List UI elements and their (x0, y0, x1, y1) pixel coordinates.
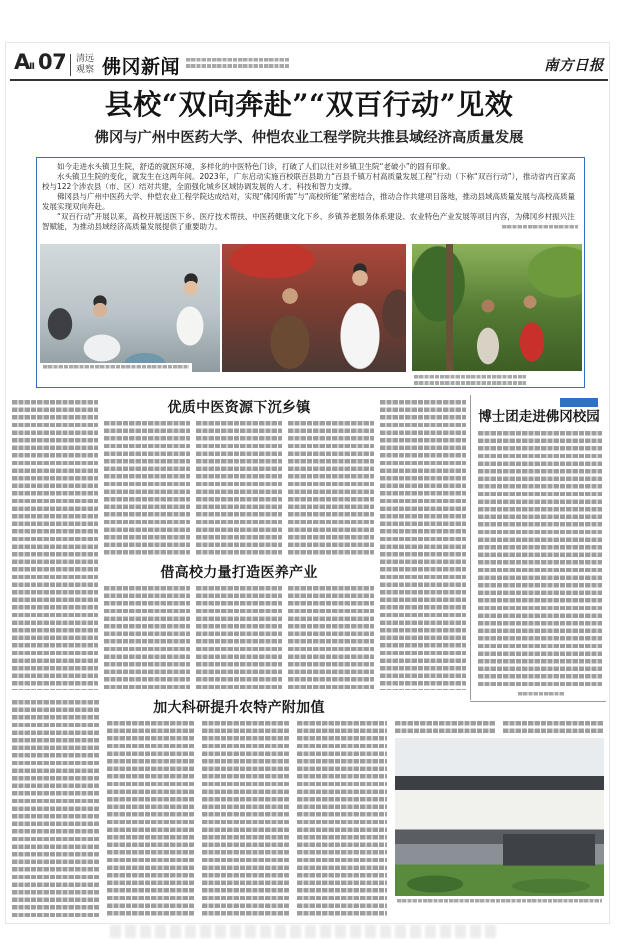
intro-paragraph: 如今走进水头镇卫生院，舒适的就医环境、多样化的中医特色门诊，打破了人们以往对乡镇卫生院“老破小”的固有印象。 (57, 162, 455, 171)
headline: 县校“双向奔赴”“双百行动”见效 (104, 88, 514, 121)
intro-paragraph: 佛冈县与广州中医药大学、仲恺农业工程学院达成结对，实现“佛冈所需”与“高校所能”紧密结合，推动合作共建项目落地，推动县域高质量发展与高校高质量发展实现双向奔赴。 (42, 192, 576, 211)
photo-caption (414, 375, 526, 386)
page-editor-credit (518, 692, 564, 697)
body-text-column (196, 586, 282, 690)
intro-paragraph: 水头镇卫生院的变化，就发生在这两年间。2023年，广东启动实施百校联百县助力“百县千镇万村高质量发展工程”行动（下称“双百行动”），推动省内百家高校与122个涉农县（市、区）结对共建，全面强化城乡区域协调发展的人才、科技和智力支撑。 (42, 172, 576, 191)
body-text-column (104, 586, 190, 690)
body-text-column (12, 400, 98, 690)
next-page-bleed (110, 925, 500, 938)
body-text-column (395, 721, 495, 735)
body-text-column (12, 700, 100, 918)
body-text-column (196, 421, 282, 556)
intro-paragraph: “双百行动”开展以来，高校开展送医下乡、医疗技术帮扶、中医药健康文化下乡、乡镇养老服务体系建设、农业特色产业发展等项目内容，为佛冈乡村振兴注智赋能，为推动县域经济高质量发展提供了重要助力。 (42, 212, 575, 231)
sidebar-bottom-rule (470, 701, 606, 702)
photo-caption-strip (40, 363, 192, 372)
photo-doctor-and-elder (222, 244, 406, 372)
section-letter: A (14, 50, 31, 74)
section-heading-2: 借高校力量打造医养产业 (160, 565, 318, 581)
photo-medical-care-center-building (395, 738, 604, 896)
sidebar-text (478, 431, 602, 687)
byline (502, 225, 578, 230)
body-text-column (297, 721, 387, 918)
body-text-column (107, 721, 195, 918)
photo-orchard-visit (412, 244, 582, 371)
section-heading-1: 优质中医资源下沉乡镇 (167, 400, 311, 416)
masthead-logo: 南方日报 (544, 57, 604, 74)
photo-caption (43, 365, 189, 370)
body-text-column (380, 400, 466, 690)
header-editor-info (186, 58, 290, 70)
body-text-column (202, 721, 290, 918)
subheadline: 佛冈与广州中医药大学、仲恺农业工程学院共推县域经济高质量发展 (94, 130, 524, 146)
section-sub-number: Ⅱ (29, 62, 35, 72)
body-text-column (104, 421, 190, 556)
header-divider (70, 54, 71, 76)
photo-caption (397, 899, 602, 904)
sidebar-divider (470, 395, 471, 700)
body-text-column (503, 721, 604, 735)
body-text-column (288, 421, 374, 556)
body-text-column (288, 586, 374, 690)
intro-text (42, 162, 579, 232)
column-label-line1: 清远 (75, 54, 94, 64)
photo-clinic-consultation (40, 244, 220, 372)
header-rule (10, 79, 608, 81)
sidebar-tag (560, 398, 598, 407)
section-name: 佛冈新闻 (102, 56, 181, 78)
column-label (74, 54, 96, 75)
sidebar-heading: 博士团走进佛冈校园 (478, 409, 600, 425)
section-heading-3: 加大科研提升农特产附加值 (153, 700, 325, 716)
page-number: 07 (38, 50, 67, 74)
column-label-line2: 观察 (75, 64, 94, 75)
